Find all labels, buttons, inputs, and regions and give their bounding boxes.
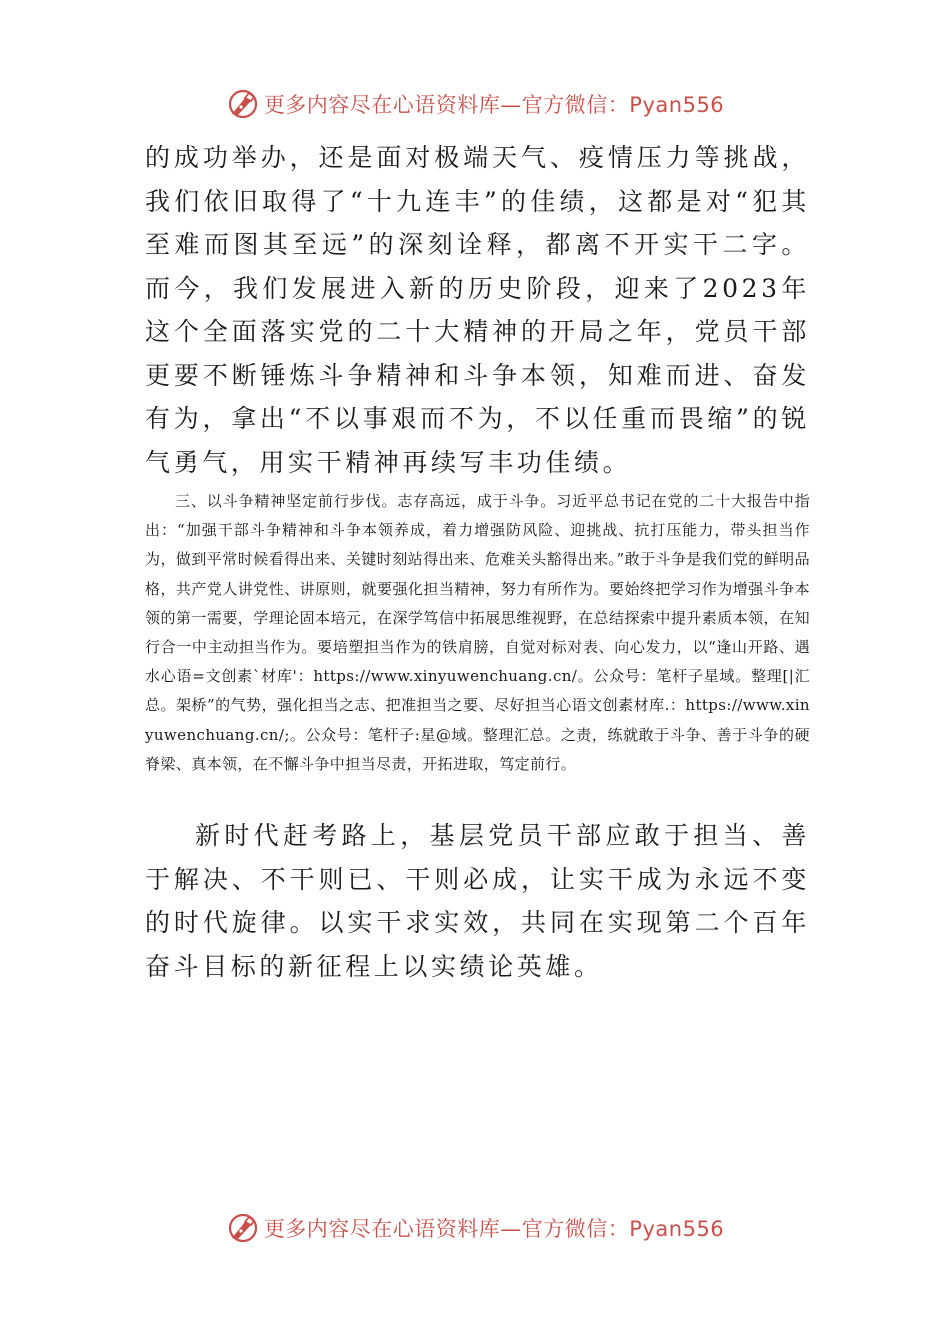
closing-section xyxy=(145,814,810,988)
header-banner-text: 更多内容尽在心语资料库—官方微信：Pyan556 xyxy=(263,93,725,117)
paragraph-1: 的成功举办，还是面对极端天气、疫情压力等挑战，我们依旧取得了“十九连丰”的佳绩，这都是对“犯其至难而图其至远”的深刻诠释，都离不开实干二字。而今，我们发展进入新的历史阶段，迎来了2023年这个全面落实党的二十大精神的开局之年，党员干部更要不断锤炼斗争精神和斗争本领，知难而进、奋发有为，拿出“不以事艰而不为，不以任重而畏缩”的锐气勇气，用实干精神再续写丰功佳绩。 xyxy=(145,143,810,477)
paragraph-3: 新时代赶考路上，基层党员干部应敢于担当、善于解决、不干则已、干则必成，让实干成为永远不变的时代旋律。以实干求实效，共同在实现第二个百年奋斗目标的新征程上以实绩论英雄。 xyxy=(145,821,810,981)
paragraph-2: 三、以斗争精神坚定前行步伐。志存高远，成于斗争。习近平总书记在党的二十大报告中指出：“加强干部斗争精神和斗争本领养成，着力增强防风险、迎挑战、抗打压能力，带头担当作为，做到平常时候看得出来、关键时刻站得出来、危难关头豁得出来。”敢于斗争是我们党的鲜明品格，共产党人讲党性、讲原则，就要强化担当精神，努力有所作为。要始终把学习作为增强斗争本领的第一需要，学理论固本培元，在深学笃信中拓展思维视野，在总结探索中提升素质本领，在知行合一中主动担当作为。要培塑担当作为的铁肩膀，自觉对标对表、向心发力，以“逢山开路、遇水心语=文创素`材库'：https://www.xinyuwenchuang.cn/。公众号：笔杆子星域。整理[|汇总。架桥”的气势，强化担当之志、把准担当之要、尽好担当心语文创素材库.：https://www.xinyuwenchuang.cn/;。公众号：笔杆子:星@域。整理汇总。之责，练就敢于斗争、善于斗争的硬脊梁、真本领，在不懈斗争中担当尽责，开拓进取，笃定前行。 xyxy=(145,492,810,773)
pen-nib-logo-icon xyxy=(226,87,260,121)
section-three xyxy=(145,487,810,779)
pen-nib-logo-icon xyxy=(226,1211,260,1245)
document-body xyxy=(145,136,810,484)
footer-banner xyxy=(0,1206,950,1250)
header-banner xyxy=(0,82,950,126)
footer-banner-text: 更多内容尽在心语资料库—官方微信：Pyan556 xyxy=(263,1217,725,1241)
